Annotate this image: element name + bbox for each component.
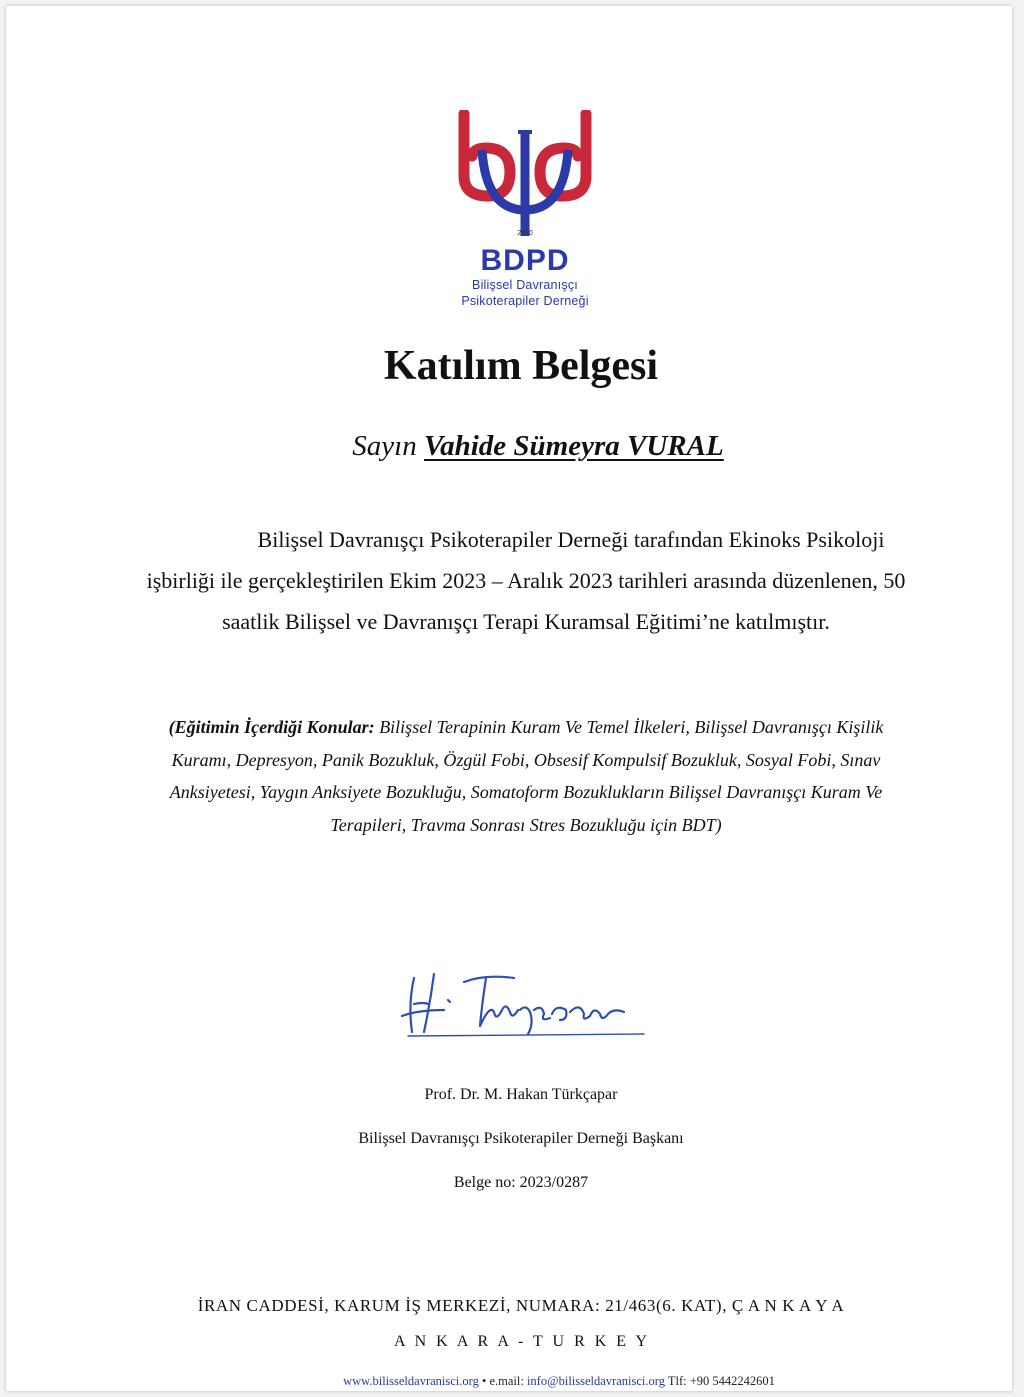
email-link[interactable]: info@bilisseldavranisci.org [526,1374,665,1388]
certificate-title: Katılım Belgesi [383,343,659,389]
footer-address: İRAN CADDESİ, KARUM İŞ MERKEZİ, NUMARA: 21/463(6. KAT), Ç A N K A Y A [197,1296,845,1315]
website-link[interactable]: www.bilisseldavranisci.org [343,1374,479,1388]
topics-label: (Eğitimin İçerdiği Konular: [168,717,375,737]
email-label: • e.mail: [478,1374,527,1388]
signer-name: Prof. Dr. M. Hakan Türkçapar [424,1086,618,1103]
footer-contact [6,1374,1024,1389]
psi-logo-icon [452,110,598,240]
logo-acronym: BDPD [480,244,570,277]
salutation [6,430,1024,463]
logo-line-1: Bilişsel Davranışçı [472,278,578,292]
document-number: Belge no: 2023/0287 [453,1174,589,1191]
recipient-name: Vahide Sümeyra VURAL [423,430,724,462]
certificate-body [146,519,906,642]
body-text: Bilişsel Davranışçı Psikoterapiler Derneği tarafından Ekinoks Psikoloji işbirliği ile gerçekleştirilen Ekim 2023 – Aralık 2023 tarihleri arasında düzenlenen, 50 saatlik Bilişsel ve Davranışçı Terapi Kuramsal Eğitimi’ne katılmıştır. [146,527,906,634]
logo-year: 2010 [517,230,533,237]
logo-line-2: Psikoterapiler Derneği [461,294,589,308]
signer-role: Bilişsel Davranışçı Psikoterapiler Derneği Başkanı [358,1130,684,1147]
bdpd-logo [452,110,598,310]
topics-paragraph [146,711,906,841]
footer-city: A N K A R A - T U R K E Y [393,1333,651,1350]
salutation-prefix: Sayın [352,430,417,462]
phone-text: Tlf: +90 5442242601 [664,1374,775,1388]
certificate-page [6,6,1012,1391]
signature-image [394,964,649,1044]
topics-text: Bilişsel Terapinin Kuram Ve Temel İlkeleri, Bilişsel Davranışçı Kişilik Kuramı, Depresyon, Panik Bozukluk, Özgül Fobi, Obsesif Kompulsif Bozukluk, Sosyal Fobi, Sınav Anksiyetesi, Yaygın Anksiyete Bozukluğu, Somatoform Bozuklukların Bilişsel Davranışçı Kuram Ve Terapileri, Travma Sonrası Stres Bozukluğu için BDT) [169,717,884,835]
